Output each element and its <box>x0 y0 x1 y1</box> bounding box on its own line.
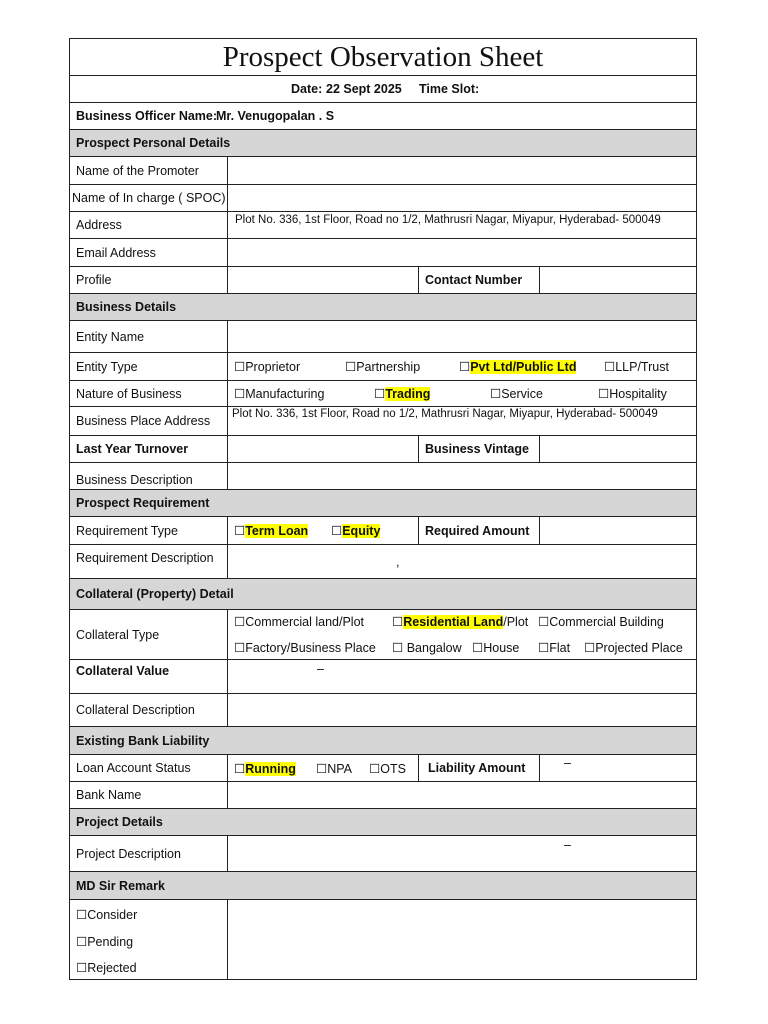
collateral-value-label: Collateral Value <box>76 664 170 678</box>
checkbox-icon[interactable]: ☐ <box>234 360 246 374</box>
liability-amount-field[interactable] <box>539 755 696 781</box>
collateral-value-value: – <box>317 662 324 676</box>
collateral-description-row <box>70 694 696 727</box>
nature-row <box>70 381 696 407</box>
nature-service[interactable]: ☐Service <box>490 387 543 401</box>
entity-name-field[interactable] <box>227 321 696 352</box>
checkbox-icon[interactable]: ☐ <box>331 524 343 538</box>
incharge-label: Name of In charge ( SPOC) <box>72 191 226 205</box>
address-field[interactable]: Plot No. 336, 1st Floor, Road no 1/2, Mathrusri Nagar, Miyapur, Hyderabad- 500049 <box>227 212 696 238</box>
address-row <box>70 212 696 239</box>
personal-header <box>70 130 696 157</box>
checkbox-icon[interactable]: ☐ <box>584 641 596 655</box>
contact-label: Contact Number <box>418 267 539 293</box>
requirement-header-label: Prospect Requirement <box>76 496 210 510</box>
project-description-value: – <box>564 838 571 852</box>
remark-header-label: MD Sir Remark <box>76 878 165 893</box>
requirement-header <box>70 490 696 517</box>
collateral-description-field[interactable] <box>227 694 696 726</box>
remark-options <box>70 900 227 979</box>
date-label: Date: <box>291 82 323 96</box>
entity-type-partnership[interactable]: ☐Partnership <box>345 360 421 374</box>
bank-name-label: Bank Name <box>76 788 142 802</box>
collateral-header <box>70 579 696 610</box>
nature-label: Nature of Business <box>76 386 182 401</box>
checkbox-icon[interactable]: ☐ <box>598 387 610 401</box>
collateral-commercial-building[interactable]: ☐Commercial Building <box>538 615 664 629</box>
checkbox-icon[interactable]: ☐ <box>316 761 328 776</box>
nature-trading[interactable]: ☐Trading <box>374 387 431 401</box>
loan-status-options <box>227 755 418 781</box>
email-field[interactable] <box>227 239 696 266</box>
required-amount-field[interactable] <box>539 517 696 544</box>
collateral-commercial-land[interactable]: ☐Commercial land/Plot <box>234 615 365 629</box>
requirement-equity[interactable]: ☐Equity <box>331 524 381 538</box>
requirement-type-options <box>227 517 418 544</box>
loan-status-ots[interactable]: ☐OTS <box>369 761 406 776</box>
address-label: Address <box>76 218 122 232</box>
checkbox-icon[interactable]: ☐ <box>234 641 246 655</box>
remark-rejected[interactable]: ☐Rejected <box>76 961 137 975</box>
page-title: Prospect Observation Sheet <box>222 40 544 73</box>
profile-row <box>70 267 696 294</box>
date-value[interactable]: 22 Sept 2025 <box>326 82 402 96</box>
requirement-type-label: Requirement Type <box>76 523 178 538</box>
checkbox-icon[interactable]: ☐ <box>369 761 381 776</box>
contact-field[interactable] <box>539 267 696 293</box>
loan-status-row <box>70 755 696 782</box>
entity-type-label: Entity Type <box>76 359 138 374</box>
collateral-flat[interactable]: ☐Flat <box>538 641 571 655</box>
place-label: Business Place Address <box>76 414 211 428</box>
project-header <box>70 809 696 836</box>
collateral-type-label: Collateral Type <box>76 627 160 642</box>
business-description-field[interactable] <box>227 463 696 489</box>
remark-consider[interactable]: ☐Consider <box>76 908 138 922</box>
checkbox-icon[interactable]: ☐ <box>76 935 88 949</box>
collateral-bangalow[interactable]: ☐ Bangalow <box>392 641 462 655</box>
turnover-label: Last Year Turnover <box>76 442 189 456</box>
vintage-label: Business Vintage <box>418 436 539 462</box>
checkbox-icon[interactable]: ☐ <box>538 641 550 655</box>
project-description-row <box>70 836 696 872</box>
project-header-label: Project Details <box>76 815 163 829</box>
checkbox-icon[interactable]: ☐ <box>472 641 484 655</box>
entity-type-pvt-ltd[interactable]: ☐Pvt Ltd/Public Ltd <box>459 360 577 374</box>
email-row <box>70 239 696 267</box>
business-header <box>70 294 696 321</box>
requirement-type-row <box>70 517 696 545</box>
incharge-field[interactable] <box>227 185 696 211</box>
place-row <box>70 407 696 436</box>
personal-header-label: Prospect Personal Details <box>76 136 231 150</box>
project-description-label: Project Description <box>76 846 181 861</box>
entity-type-proprietor[interactable]: ☐Proprietor <box>234 360 301 374</box>
nature-manufacturing[interactable]: ☐Manufacturing <box>234 387 325 401</box>
profile-label: Profile <box>76 273 112 287</box>
collateral-description-label: Collateral Description <box>76 703 195 717</box>
checkbox-icon[interactable]: ☐ <box>490 387 502 401</box>
turnover-field[interactable] <box>227 436 418 462</box>
collateral-type-options <box>227 610 696 659</box>
checkbox-icon[interactable]: ☐ <box>374 387 386 401</box>
liability-header <box>70 727 696 755</box>
collateral-header-label: Collateral (Property) Detail <box>76 587 234 601</box>
business-description-row <box>70 463 696 490</box>
liability-header-label: Existing Bank Liability <box>76 733 210 748</box>
checkbox-icon[interactable]: ☐ <box>234 761 246 776</box>
loan-status-npa[interactable]: ☐NPA <box>316 761 352 776</box>
promoter-row <box>70 157 696 185</box>
checkbox-icon[interactable]: ☐ <box>234 524 246 538</box>
email-label: Email Address <box>76 245 156 260</box>
date-row <box>70 76 696 103</box>
business-description-label: Business Description <box>76 473 193 487</box>
requirement-description-row <box>70 545 696 579</box>
vintage-field[interactable] <box>539 436 696 462</box>
collateral-type-row <box>70 610 696 660</box>
entity-name-row <box>70 321 696 353</box>
checkbox-icon[interactable]: ☐ <box>76 961 88 975</box>
nature-options <box>227 381 696 406</box>
checkbox-icon[interactable]: ☐ <box>234 615 246 629</box>
checkbox-icon[interactable]: ☐ <box>345 360 357 374</box>
requirement-description-label: Requirement Description <box>76 551 214 565</box>
entity-type-options <box>227 353 696 380</box>
entity-type-row <box>70 353 696 381</box>
entity-type-llp[interactable]: ☐LLP/Trust <box>604 360 669 374</box>
officer-value[interactable]: Mr. Venugopalan . S <box>216 109 335 123</box>
collateral-projected-place[interactable]: ☐Projected Place <box>584 641 683 655</box>
promoter-label: Name of the Promoter <box>76 163 199 178</box>
time-slot-label: Time Slot: <box>419 82 480 96</box>
business-header-label: Business Details <box>76 300 177 314</box>
promoter-field[interactable] <box>227 157 696 184</box>
requirement-term-loan[interactable]: ☐Term Loan <box>234 524 309 538</box>
collateral-value-row <box>70 660 696 694</box>
required-amount-label: Required Amount <box>418 517 539 544</box>
checkbox-icon[interactable]: ☐ <box>604 360 616 374</box>
checkbox-icon[interactable]: ☐ <box>392 641 404 655</box>
incharge-row <box>70 185 696 212</box>
loan-status-label: Loan Account Status <box>76 761 191 775</box>
place-field[interactable]: Plot No. 336, 1st Floor, Road no 1/2, Mathrusri Nagar, Miyapur, Hyderabad- 500049 <box>227 407 696 435</box>
prospect-sheet <box>69 38 697 980</box>
bank-name-field[interactable] <box>227 782 696 808</box>
nature-hospitality[interactable]: ☐Hospitality <box>598 387 667 401</box>
remark-header <box>70 872 696 900</box>
checkbox-icon[interactable]: ☐ <box>234 387 246 401</box>
remark-pending[interactable]: ☐Pending <box>76 935 134 949</box>
bank-name-row <box>70 782 696 809</box>
liability-amount-value: – <box>564 756 571 770</box>
turnover-row <box>70 436 696 463</box>
requirement-description-value: , <box>396 555 400 569</box>
liability-amount-label: Liability Amount <box>418 755 539 781</box>
profile-field[interactable] <box>227 267 418 293</box>
remark-row <box>70 900 696 979</box>
checkbox-icon[interactable]: ☐ <box>538 615 550 629</box>
requirement-description-field[interactable] <box>227 545 696 578</box>
title-row <box>70 39 696 76</box>
collateral-value-field[interactable] <box>227 660 696 693</box>
checkbox-icon[interactable]: ☐ <box>459 360 471 374</box>
officer-row <box>70 103 696 130</box>
officer-label: Business Officer Name: <box>76 109 218 123</box>
checkbox-icon[interactable]: ☐ <box>392 615 404 629</box>
entity-name-label: Entity Name <box>76 329 145 344</box>
collateral-residential-land[interactable]: ☐Residential Land/Plot <box>392 615 529 629</box>
collateral-factory[interactable]: ☐Factory/Business Place <box>234 641 376 655</box>
remark-field[interactable] <box>227 900 696 979</box>
project-description-field[interactable] <box>227 836 696 871</box>
checkbox-icon[interactable]: ☐ <box>76 908 88 922</box>
collateral-house[interactable]: ☐House <box>472 641 520 655</box>
loan-status-running[interactable]: ☐Running <box>234 761 296 776</box>
